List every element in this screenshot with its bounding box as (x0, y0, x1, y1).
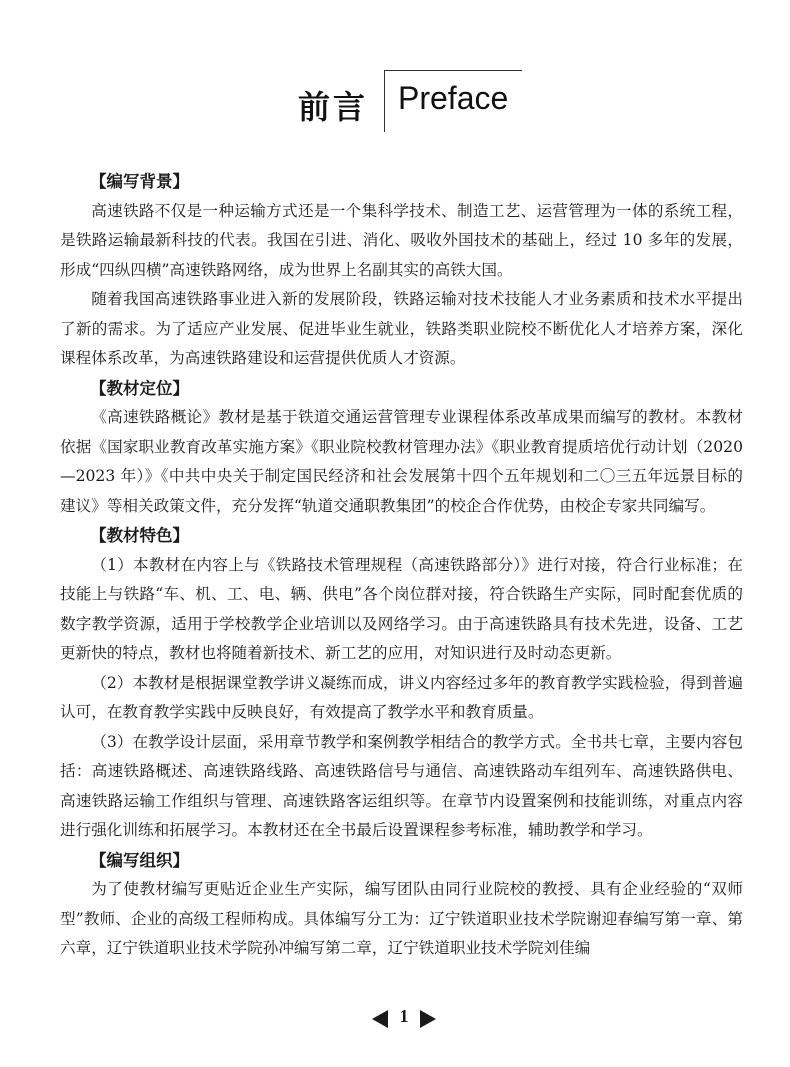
section-textbook-features (60, 521, 743, 846)
paragraph: 随着我国高速铁路事业进入新的发展阶段，铁路运输对技术技能人才业务素质和技术水平提出了新的需求。为了适应产业发展、促进毕业生就业，铁路类职业院校不断优化人才培养方案，深化课程体系改革，为高速铁路建设和运营提供优质人才资源。 (60, 290, 743, 367)
section-textbook-positioning (60, 374, 743, 522)
page-number: 1 (399, 1006, 409, 1026)
title-divider-vertical (384, 70, 385, 132)
section-writing-background (60, 167, 743, 374)
section-heading: 【编写背景】 (90, 172, 189, 191)
section-writing-organization (60, 846, 743, 964)
preface-body (60, 167, 743, 964)
paragraph: （1）本教材在内容上与《铁路技术管理规程（高速铁路部分）》进行对接，符合行业标准；在技能上与铁路“车、机、工、电、辆、供电”各个岗位群对接，符合铁路生产实际，同时配套优质的数字教学资源，适用于学校教学企业培训以及网络学习。由于高速铁路具有技术先进，设备、工艺更新快的特点，教材也将随着新技术、新工艺的应用，对知识进行及时动态更新。 (60, 555, 743, 662)
page-title-english: Preface (398, 80, 509, 116)
page-title-chinese: 前言 (298, 88, 369, 126)
section-heading: 【教材特色】 (90, 526, 189, 545)
paragraph: （2）本教材是根据课堂教学讲义凝练而成，讲义内容经过多年的教育教学实践检验，得到普遍认可，在教育教学实践中反映良好，有效提高了教学水平和教育质量。 (60, 673, 743, 721)
paragraph: 为了使教材编写更贴近企业生产实际，编写团队由同行业院校的教授、具有企业经验的“双师型”教师、企业的高级工程师构成。具体编写分工为：辽宁铁道职业技术学院谢迎春编写第一章、第六章，辽宁铁道职业技术学院孙冲编写第二章，辽宁铁道职业技术学院刘佳编 (60, 880, 743, 957)
paragraph: 《高速铁路概论》教材是基于铁道交通运营管理专业课程体系改革成果而编写的教材。本教材依据《国家职业教育改革实施方案》《职业院校教材管理办法》《职业教育提质培优行动计划（2020—2023 年）》《中共中央关于制定国民经济和社会发展第十四个五年规划和二〇三五年远景目标的建议》等相关政策文件，充分发挥“轨道交通职教集团”的校企合作优势，由校企专家共同编写。 (60, 408, 743, 515)
paragraph: （3）在教学设计层面，采用章节教学和案例教学相结合的教学方式。全书共七章，主要内容包括：高速铁路概述、高速铁路线路、高速铁路信号与通信、高速铁路动车组列车、高速铁路供电、高速铁路运输工作组织与管理、高速铁路客运组织等。在章节内设置案例和技能训练，对重点内容进行强化训练和拓展学习。本教材还在全书最后设置课程参考标准，辅助教学和学习。 (60, 732, 743, 839)
triangle-left-icon (372, 1010, 388, 1028)
page-title-block (0, 68, 790, 134)
title-divider-horizontal (384, 70, 522, 71)
paragraph: 高速铁路不仅是一种运输方式还是一个集科学技术、制造工艺、运营管理为一体的系统工程，是铁路运输最新科技的代表。我国在引进、消化、吸收外国技术的基础上，经过 10 多年的发展，形成“四纵四横”高速铁路网络，成为世界上名副其实的高铁大国。 (60, 201, 743, 279)
triangle-right-icon (420, 1010, 436, 1028)
page-footer (0, 1004, 790, 1034)
section-heading: 【教材定位】 (90, 378, 189, 398)
section-heading: 【编写组织】 (90, 850, 189, 870)
